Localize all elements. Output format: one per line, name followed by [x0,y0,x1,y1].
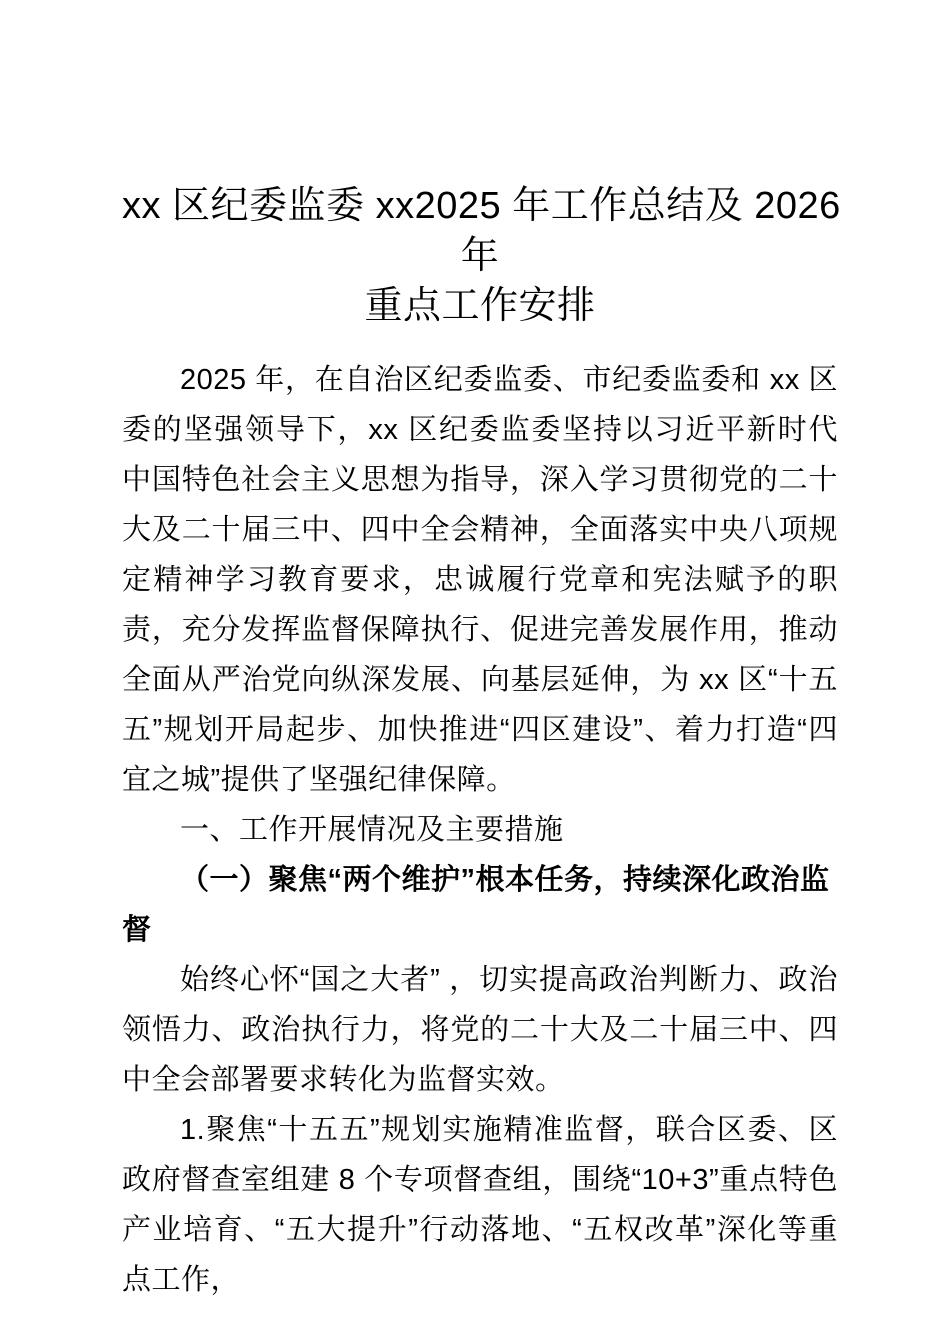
section-heading-1: 一、工作开展情况及主要措施 [180,814,564,846]
document-title-line-2: 年 [460,235,500,277]
subsection-heading-1-1: （一）聚焦“两个维护”根本任务，持续深化政治监督 [122,864,830,946]
paragraph-intro: 2025 年，在自治区纪委监委、市纪委监委和 xx 区委的坚强领导下，xx 区纪委监委坚持以习近平新时代中国特色社会主义思想为指导，深入学习贯彻党的二十大及二十届三中、四中全会精神，全面落实中央八项规定精神学习教育要求，忠诚履行党章和宪法赋予的职责，充分发挥监督保障执行、促进完善发展作用，推动全面从严治党向纵深发展、向基层延伸，为 xx 区“十五五”规划开局起步、加快推进“四区建设”、着力打造“四宜之城”提供了坚强纪律保障。 [122,364,838,796]
paragraph-political-supervision: 始终心怀“国之大者” ，切实提高政治判断力、政治领悟力、政治执行力，将党的二十大及二十届三中、四中全会部署要求转化为监督实效。 [122,964,838,1096]
paragraph-item-1: 1.聚焦“十五五”规划实施精准监督，联合区委、区政府督查室组建 8 个专项督查组，围绕“10+3”重点特色产业培育、“五大提升”行动落地、“五权改革”深化等重点工作， [122,1114,838,1296]
document-title [122,181,841,331]
document-title-line-1: xx 区纪委监委 xx2025 年工作总结及 2026 [122,185,841,227]
document-title-line-3: 重点工作安排 [364,285,596,327]
